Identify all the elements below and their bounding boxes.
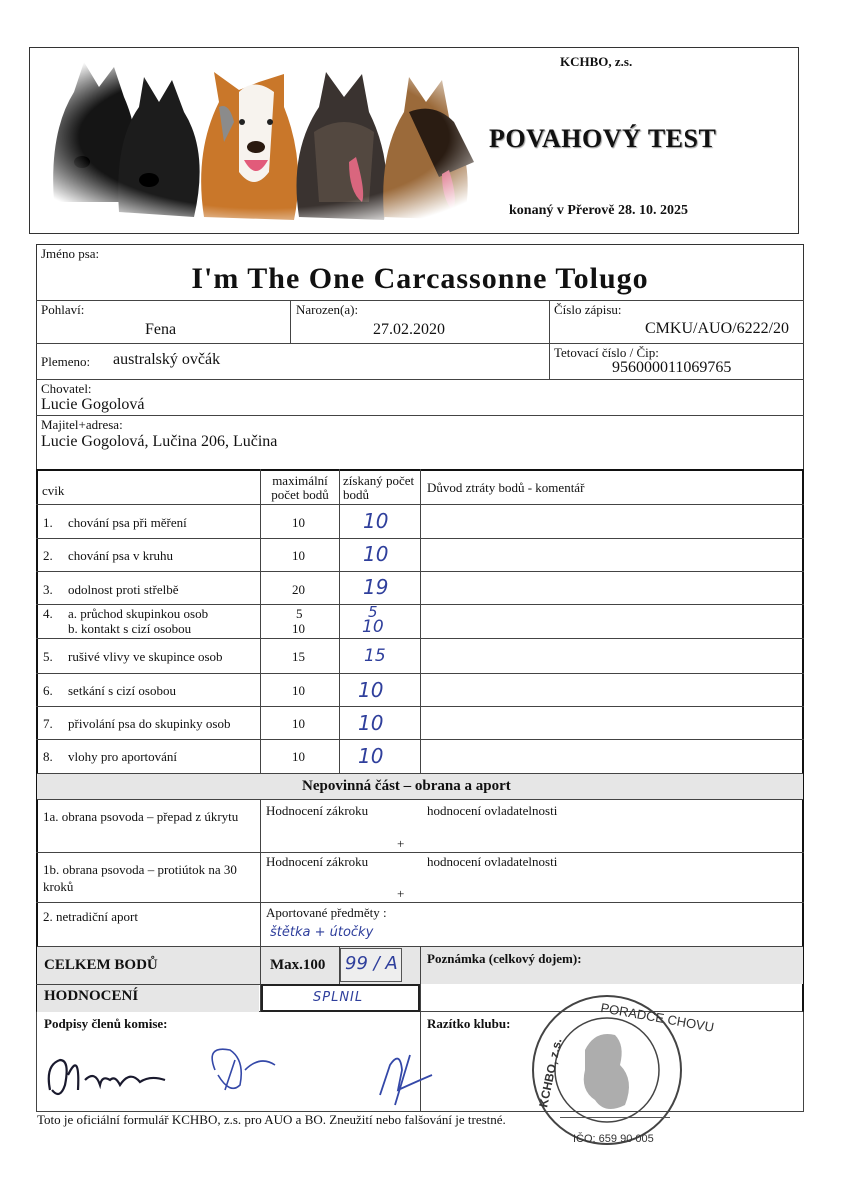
signatures-label: Podpisy členů komise:	[44, 1016, 168, 1031]
row-got: 10	[363, 509, 389, 533]
sex-label: Pohlaví:	[41, 302, 85, 317]
stamp-top-text: PORADCE CHOVU	[599, 1000, 716, 1035]
optional-1a-label: 1a. obrana psovoda – přepad z úkrytu	[43, 809, 239, 824]
footer-note: Toto je oficiální formulář KCHBO, z.s. pro AUO a BO. Zneužití nebo falšování je trestné.	[37, 1112, 506, 1127]
row-got: 15	[364, 646, 386, 666]
signature-2	[212, 1049, 275, 1090]
club-stamp	[525, 990, 716, 1150]
breed-label: Plemeno:	[41, 354, 91, 369]
row-got: 10	[358, 711, 384, 735]
row-exercise: chování psa při měření	[68, 515, 187, 530]
row-got: 10	[363, 542, 389, 566]
col-got: získaný počet bodů	[343, 473, 415, 502]
row-max-b: 10	[292, 621, 305, 636]
optional-1b-label: 1b. obrana psovoda – protiútok na 30 kroků	[43, 862, 237, 894]
chip-label: Tetovací číslo / Čip:	[554, 345, 659, 360]
breeder-value: Lucie Gogolová	[41, 396, 145, 413]
dog-name-label: Jméno psa:	[41, 246, 100, 261]
born-value: 27.02.2020	[373, 321, 445, 338]
row-max: 10	[292, 749, 305, 764]
row-max: 10	[292, 548, 305, 563]
optional-1a-plus: +	[397, 836, 405, 851]
signature-1	[49, 1060, 165, 1094]
form-title: POVAHOVÝ TEST	[489, 124, 717, 153]
note-label: Poznámka (celkový dojem):	[427, 951, 582, 966]
row-max: 10	[292, 515, 305, 530]
row-exercise: vlohy pro aportování	[68, 749, 178, 764]
row-number: 1.	[43, 515, 53, 530]
stamp-bottom-text: IČO: 659 90 005	[573, 1133, 654, 1145]
owner-value: Lucie Gogolová, Lučina 206, Lučina	[41, 433, 278, 450]
aport-items-label: Aportované předměty :	[266, 905, 387, 920]
row-got-a: 5	[368, 603, 378, 621]
held-place-date: konaný v Přerově 28. 10. 2025	[509, 203, 689, 218]
chip-value: 956000011069765	[612, 359, 732, 376]
row-got: 10	[358, 678, 384, 702]
signatures	[40, 1030, 440, 1110]
breeder-label: Chovatel:	[41, 381, 92, 396]
org-name: KCHBO, z.s.	[560, 54, 633, 69]
row-exercise-a: a. průchod skupinkou osob	[68, 606, 209, 621]
owner-label: Majitel+adresa:	[41, 417, 123, 432]
dog-name: I'm The One Carcassonne Tolugo	[191, 262, 649, 295]
optional-1b-ovlad: hodnocení ovladatelnosti	[427, 854, 558, 869]
row-got: 19	[363, 575, 389, 599]
row-exercise: odolnost proti střelbě	[68, 582, 179, 597]
row-exercise: rušivé vlivy ve skupince osob	[68, 649, 223, 664]
row-number: 3.	[43, 582, 53, 597]
stamp-left-text: KCHBO, z.s.	[536, 1037, 565, 1109]
col-exercise: cvik	[42, 483, 65, 498]
row-exercise: setkání s cizí osobou	[68, 683, 176, 698]
row-got-b: 10	[362, 617, 384, 637]
result-label: HODNOCENÍ	[44, 988, 139, 1004]
reg-label: Číslo zápisu:	[554, 302, 622, 317]
reg-value: CMKU/AUO/6222/20	[645, 320, 790, 337]
signature-3	[380, 1055, 432, 1105]
total-label: CELKEM BODŮ	[44, 957, 158, 973]
breed-value: australský ovčák	[113, 351, 221, 368]
optional-1b-plus: +	[397, 886, 405, 901]
total-max: Max.100	[270, 957, 326, 973]
row-exercise: přivolání psa do skupinky osob	[68, 716, 231, 731]
born-label: Narozen(a):	[296, 302, 359, 317]
row-number: 5.	[43, 649, 53, 664]
optional-1a-ovlad: hodnocení ovladatelnosti	[427, 803, 558, 818]
optional-1a-zakrok: Hodnocení zákroku	[266, 803, 369, 818]
row-exercise-b: b. kontakt s cizí osobou	[68, 621, 192, 636]
stamp-label: Razítko klubu:	[427, 1016, 511, 1031]
optional-1b-zakrok: Hodnocení zákroku	[266, 854, 369, 869]
row-max: 10	[292, 683, 305, 698]
optional-title: Nepovinná část – obrana a aport	[302, 778, 511, 794]
dogs-photo-banner	[44, 52, 484, 222]
optional-2-label: 2. netradiční aport	[43, 909, 138, 924]
row-number: 2.	[43, 548, 53, 563]
row-max: 10	[292, 716, 305, 731]
row-max-a: 5	[296, 606, 303, 621]
result-value: SPLNIL	[313, 990, 364, 1005]
row-max: 15	[292, 649, 305, 664]
sex-value: Fena	[145, 321, 177, 338]
total-got: 99 / A	[345, 953, 398, 974]
row-exercise: chování psa v kruhu	[68, 548, 174, 563]
row-number: 4.	[43, 606, 53, 621]
aport-items-value: štětka + útočky	[270, 925, 374, 940]
col-max: maximální počet bodů	[271, 473, 329, 502]
col-reason: Důvod ztráty bodů - komentář	[427, 480, 585, 495]
row-number: 6.	[43, 683, 53, 698]
row-max: 20	[292, 582, 305, 597]
row-got: 10	[358, 744, 384, 768]
row-number: 7.	[43, 716, 53, 731]
row-number: 8.	[43, 749, 53, 764]
